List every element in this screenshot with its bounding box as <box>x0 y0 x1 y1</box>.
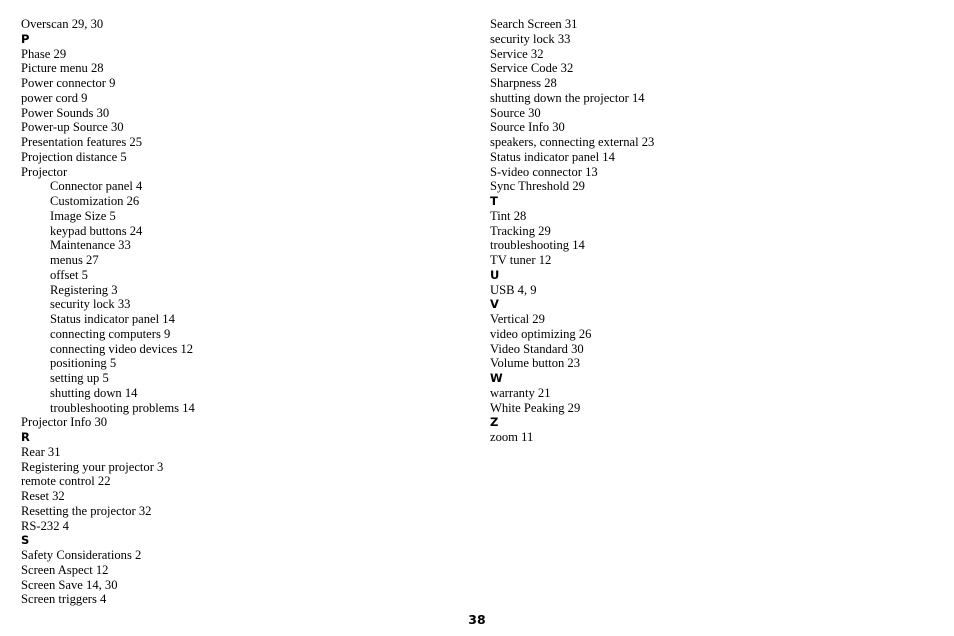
index-entry: Screen Aspect 12 <box>21 562 109 577</box>
index-entry: Search Screen 31 <box>490 17 578 31</box>
index-entry: Power Sounds 30 <box>21 105 110 120</box>
index-entry: Screen Save 14, 30 <box>21 577 118 592</box>
index-entry: Registering your projector 3 <box>21 459 164 474</box>
index-entry: Sync Threshold 29 <box>490 179 585 194</box>
index-letter-heading: V <box>490 297 499 312</box>
index-entry: Status indicator panel 14 <box>490 149 615 164</box>
index-entry: Sharpness 28 <box>490 76 557 90</box>
index-entry: S-video connector 13 <box>490 164 598 179</box>
index-subentry: positioning 5 <box>50 356 117 371</box>
index-entry: zoom 11 <box>490 430 534 444</box>
index-letter-heading: S <box>21 533 30 548</box>
index-entry: shutting down the projector 14 <box>490 90 645 105</box>
index-column-left <box>21 17 461 607</box>
index-entry: troubleshooting 14 <box>490 238 585 253</box>
index-entry: Presentation features 25 <box>21 135 142 149</box>
index-subentry: connecting video devices 12 <box>50 341 194 356</box>
index-entry: TV tuner 12 <box>490 253 552 267</box>
index-entry: Volume button 23 <box>490 356 581 371</box>
index-subentry: Maintenance 33 <box>50 238 131 253</box>
index-entry: Overscan 29, 30 <box>21 17 104 31</box>
index-entry: power cord 9 <box>21 90 88 105</box>
index-letter-heading: P <box>21 31 30 46</box>
index-entry: speakers, connecting external 23 <box>490 135 655 149</box>
index-entry: Tint 28 <box>490 208 527 223</box>
index-entry: Power-up Source 30 <box>21 120 124 135</box>
index-entry: Screen triggers 4 <box>21 592 107 607</box>
index-subentry: setting up 5 <box>50 371 109 385</box>
index-subentry: Registering 3 <box>50 282 118 297</box>
index-entry: Projector <box>21 164 68 179</box>
index-subentry: Image Size 5 <box>50 208 116 223</box>
index-entry: Source 30 <box>490 105 541 120</box>
index-letter-heading: W <box>490 371 503 385</box>
index-entry: White Peaking 29 <box>490 400 581 415</box>
index-entry: Picture menu 28 <box>21 61 104 76</box>
index-entry: remote control 22 <box>21 474 111 489</box>
index-subentry: Customization 26 <box>50 194 140 208</box>
index-entry: Vertical 29 <box>490 312 545 326</box>
index-entry: security lock 33 <box>490 31 571 46</box>
index-entry: Safety Considerations 2 <box>21 548 142 562</box>
index-letter-heading: U <box>490 267 500 282</box>
index-subentry: keypad buttons 24 <box>50 223 143 238</box>
index-subentry: menus 27 <box>50 253 99 267</box>
index-entry: Resetting the projector 32 <box>21 503 152 518</box>
index-entry: Phase 29 <box>21 46 67 61</box>
index-entry: USB 4, 9 <box>490 282 537 297</box>
page-number: 38 <box>468 612 486 627</box>
index-entry: RS-232 4 <box>21 518 69 533</box>
index-subentry: connecting computers 9 <box>50 326 171 341</box>
index-subentry: shutting down 14 <box>50 385 138 400</box>
index-entry: warranty 21 <box>490 385 551 400</box>
index-entry: Service Code 32 <box>490 61 574 76</box>
index-subentry: security lock 33 <box>50 297 131 312</box>
index-entry: Projector Info 30 <box>21 415 108 430</box>
index-entry: Projection distance 5 <box>21 149 127 164</box>
index-subentry: troubleshooting problems 14 <box>50 400 195 415</box>
index-letter-heading: R <box>21 430 30 444</box>
index-entry: Rear 31 <box>21 444 61 459</box>
index-entry: video optimizing 26 <box>490 326 592 341</box>
index-subentry: Connector panel 4 <box>50 179 143 194</box>
index-letter-heading: T <box>490 194 498 208</box>
index-subentry: offset 5 <box>50 267 88 282</box>
index-entry: Video Standard 30 <box>490 341 584 356</box>
index-entry: Tracking 29 <box>490 223 551 238</box>
index-subentry: Status indicator panel 14 <box>50 312 175 326</box>
index-entry: Reset 32 <box>21 489 65 503</box>
index-entry: Service 32 <box>490 46 544 61</box>
index-entry: Power connector 9 <box>21 76 116 90</box>
index-entry: Source Info 30 <box>490 120 565 135</box>
index-column-right <box>490 17 930 445</box>
index-letter-heading: Z <box>490 415 499 430</box>
